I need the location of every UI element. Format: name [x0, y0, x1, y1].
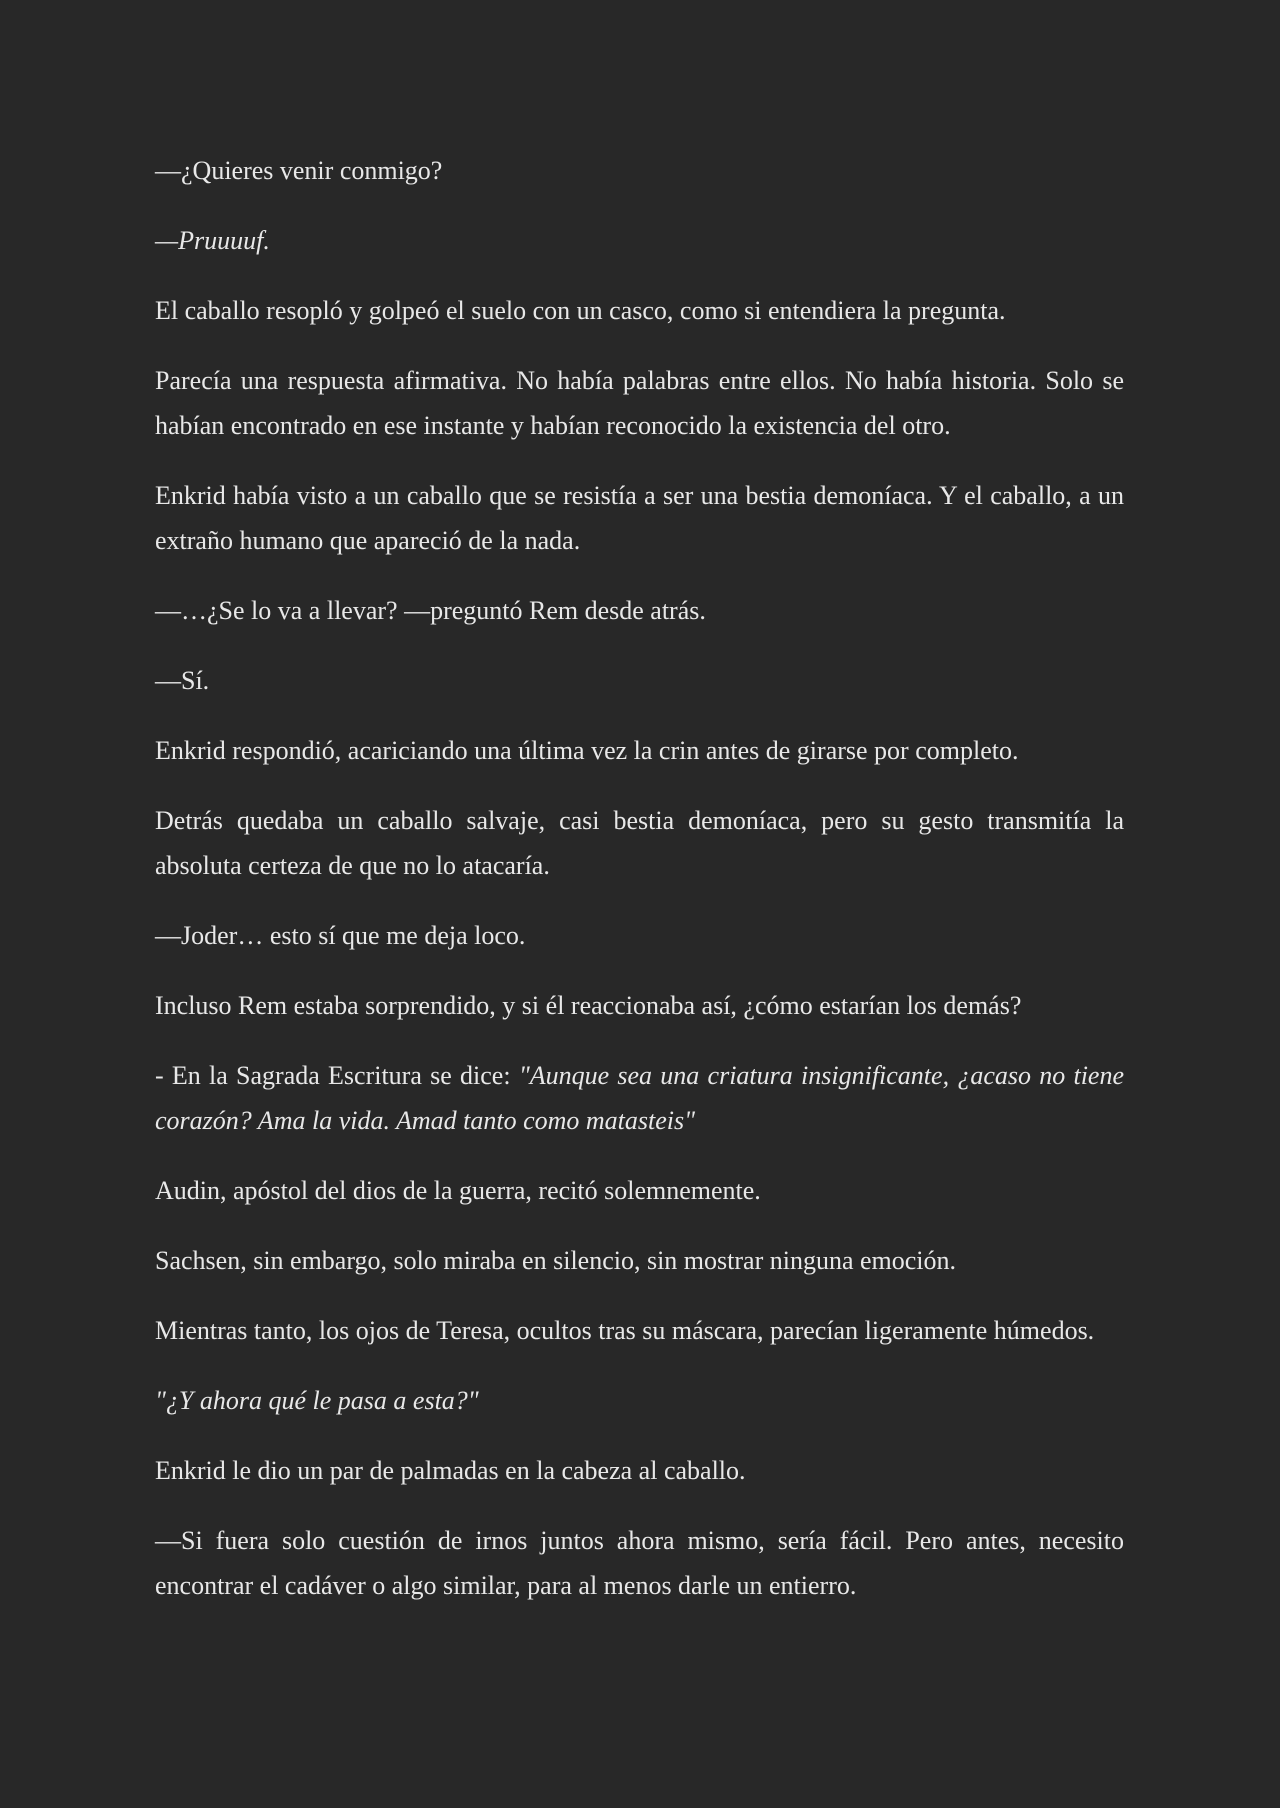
- paragraph: Enkrid había visto a un caballo que se resistía a ser una bestia demoníaca. Y el caballo, a un extraño humano que apareció de la nada.: [155, 481, 1124, 555]
- paragraph: —Si fuera solo cuestión de irnos juntos ahora mismo, sería fácil. Pero antes, necesito encontrar el cadáver o algo similar, para al menos darle un entierro.: [155, 1526, 1124, 1600]
- paragraph: —…¿Se lo va a llevar? —preguntó Rem desde atrás.: [155, 596, 706, 625]
- paragraph: —Joder… esto sí que me deja loco.: [155, 921, 526, 950]
- paragraph: —Sí.: [155, 666, 210, 695]
- chapter-text: [155, 148, 1124, 1633]
- scripture-quote: "Aunque sea una criatura insignificante, ¿acaso no tiene corazón? Ama la vida. Amad tanto como matasteis": [155, 1061, 1124, 1135]
- paragraph: Incluso Rem estaba sorprendido, y si él reaccionaba así, ¿cómo estarían los demás?: [155, 991, 1022, 1020]
- paragraph: Audin, apóstol del dios de la guerra, recitó solemnemente.: [155, 1176, 761, 1205]
- paragraph: —¿Quieres venir conmigo?: [155, 156, 443, 185]
- paragraph: —Pruuuuf.: [155, 226, 270, 255]
- paragraph: Enkrid respondió, acariciando una última vez la crin antes de girarse por completo.: [155, 736, 1019, 765]
- paragraph: "¿Y ahora qué le pasa a esta?": [155, 1386, 479, 1415]
- paragraph: Parecía una respuesta afirmativa. No había palabras entre ellos. No había historia. Solo se habían encontrado en ese instante y habían reconocido la existencia del otro.: [155, 366, 1124, 440]
- paragraph: Detrás quedaba un caballo salvaje, casi bestia demoníaca, pero su gesto transmitía la absoluta certeza de que no lo atacaría.: [155, 806, 1124, 880]
- paragraph: Mientras tanto, los ojos de Teresa, ocultos tras su máscara, parecían ligeramente húmedos.: [155, 1316, 1095, 1345]
- paragraph: Enkrid le dio un par de palmadas en la cabeza al caballo.: [155, 1456, 746, 1485]
- paragraph: El caballo resopló y golpeó el suelo con un casco, como si entendiera la pregunta.: [155, 296, 1006, 325]
- paragraph-scripture: [155, 1053, 1124, 1143]
- paragraph: Sachsen, sin embargo, solo miraba en silencio, sin mostrar ninguna emoción.: [155, 1246, 957, 1275]
- scripture-intro: - En la Sagrada Escritura se dice:: [155, 1061, 519, 1090]
